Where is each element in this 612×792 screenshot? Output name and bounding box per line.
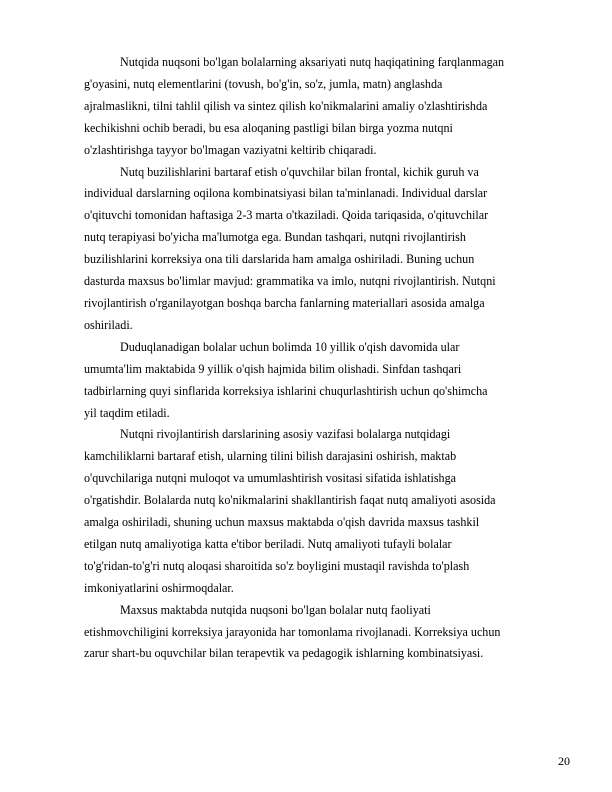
paragraph bbox=[84, 424, 570, 599]
paragraph bbox=[84, 337, 570, 425]
text-line: etishmovchiligini korreksiya jarayonida har tomonlama rivojlanadi. Korreksiya uchun bbox=[84, 624, 501, 639]
text-line: g'oyasini, nutq elementlarini (tovush, bo'g'in, so'z, jumla, matn) anglashda bbox=[84, 76, 443, 91]
text-line: Duduqlanadigan bolalar uchun bolimda 10 yillik o'qish davomida ular bbox=[120, 339, 460, 354]
text-line: o'qituvchi tomonidan haftasiga 2-3 marta o'tkaziladi. Qoida tariqasida, o'qituvchilar bbox=[84, 208, 489, 223]
text-line: buzilishlarini korreksiya ona tili darslarida ham amalga oshiriladi. Buning uchun bbox=[84, 252, 475, 267]
body-text bbox=[84, 52, 570, 665]
page-number: 20 bbox=[558, 754, 570, 768]
paragraph bbox=[84, 600, 570, 666]
paragraph bbox=[84, 162, 570, 337]
text-line: Nutqida nuqsoni bo'lgan bolalarning aksariyati nutq haqiqatining farqlanmagan bbox=[120, 55, 505, 69]
text-line: kamchiliklarni bartaraf etish, ularning tilini bilish darajasini oshirish, maktab bbox=[84, 449, 457, 464]
text-line: o'rgatishdir. Bolalarda nutq ko'nikmalarini shakllantirish faqat nutq amaliyoti asosida bbox=[84, 493, 496, 508]
text-line: o'zlashtirishga tayyor bo'lmagan vaziyatni keltirib chiqaradi. bbox=[84, 142, 377, 157]
text-line: Nutqni rivojlantirish darslarining asosiy vazifasi bolalarga nutqidagi bbox=[120, 427, 451, 442]
text-line: imkoniyatlarini oshirmoqdalar. bbox=[84, 580, 234, 595]
text-line: amalga oshiriladi, shuning uchun maxsus maktabda o'qish davrida maxsus tashkil bbox=[84, 515, 480, 530]
text-line: ajralmaslikni, tilni tahlil qilish va sintez qilish ko'nikmalarini amaliy o'zlashtirishda bbox=[84, 98, 488, 113]
text-line: kechikishni ochib beradi, bu esa aloqaning pastligi bilan birga yozma nutqni bbox=[84, 120, 453, 135]
text-line: individual darslarning oqilona kombinatsiyasi bilan ta'minlanadi. Individual darslar bbox=[84, 186, 488, 201]
text-line: oshiriladi. bbox=[84, 317, 133, 332]
text-line: umumta'lim maktabida 9 yillik o'qish hajmida bilim olishadi. Sinfdan tashqari bbox=[84, 361, 462, 376]
text-line: Nutq buzilishlarini bartaraf etish o'quvchilar bilan frontal, kichik guruh va bbox=[120, 164, 479, 179]
text-line: etilgan nutq amaliyotiga katta e'tibor beriladi. Nutq amaliyoti tufayli bolalar bbox=[84, 536, 452, 551]
text-line: tadbirlarning quyi sinflarida korreksiya ishlarini chuqurlashtirish uchun qo'shimcha bbox=[84, 383, 488, 398]
text-line: rivojlantirish o'rganilayotgan boshqa barcha fanlarning materiallari asosida amalga bbox=[84, 295, 485, 310]
text-line: zarur shart-bu oquvchilar bilan terapevtik va pedagogik ishlarning kombinatsiyasi. bbox=[84, 646, 484, 661]
text-line: dasturda maxsus bo'limlar mavjud: grammatika va imlo, nutqni rivojlantirish. Nutqni bbox=[84, 274, 496, 289]
text-line: to'g'ridan-to'g'ri nutq aloqasi sharoitida so'z boyligini mustaqil ravishda to'plash bbox=[84, 558, 470, 573]
paragraph bbox=[84, 52, 570, 162]
text-line: yil taqdim etiladi. bbox=[84, 405, 170, 420]
text-line: nutq terapiyasi bo'yicha ma'lumotga ega. Bundan tashqari, nutqni rivojlantirish bbox=[84, 230, 466, 245]
text-line: o'quvchilariga nutqni muloqot va umumlashtirish vositasi sifatida ishlatishga bbox=[84, 471, 457, 486]
text-line: Maxsus maktabda nutqida nuqsoni bo'lgan bolalar nutq faoliyati bbox=[120, 602, 431, 617]
